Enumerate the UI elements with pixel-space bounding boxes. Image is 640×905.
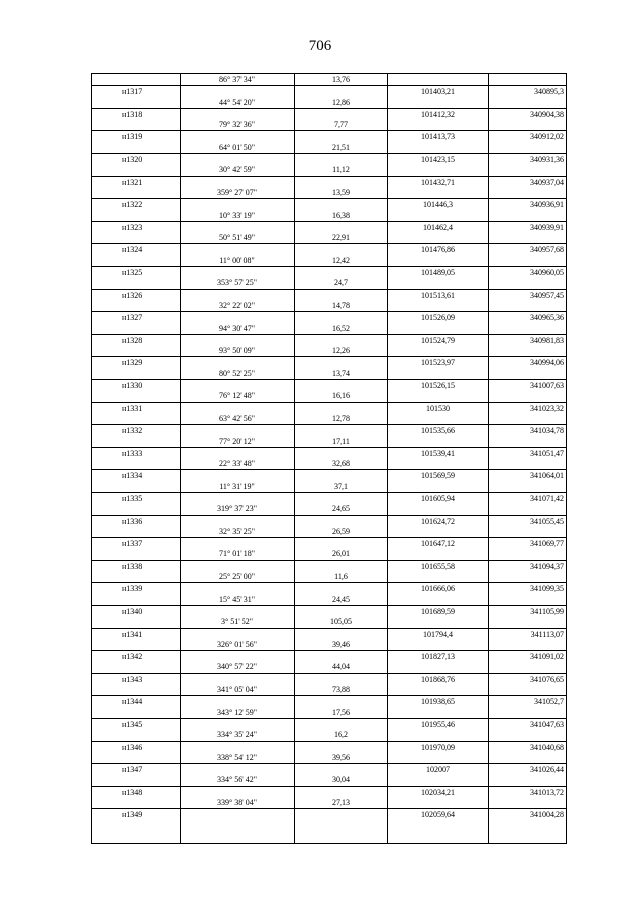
x-coordinate-cell: 101539,41 bbox=[421, 448, 455, 458]
angle-cell: 334° 35' 24" bbox=[217, 730, 257, 740]
angle-cell: 353° 57' 25" bbox=[217, 278, 257, 288]
measure-row bbox=[92, 684, 566, 695]
point-name-cell: н1344 bbox=[122, 697, 143, 707]
angle-cell: 64° 01' 50" bbox=[219, 142, 255, 152]
measure-row bbox=[92, 390, 566, 401]
x-coordinate-cell: 101432,71 bbox=[421, 177, 455, 187]
point-name-cell: н1347 bbox=[122, 765, 143, 775]
y-coordinate-cell: 340939,91 bbox=[530, 222, 564, 232]
angle-cell: 77° 20' 12" bbox=[219, 436, 255, 446]
point-row bbox=[92, 492, 566, 503]
point-name-cell: н1317 bbox=[122, 87, 143, 97]
angle-cell: 340° 57' 22" bbox=[217, 662, 257, 672]
x-coordinate-cell: 101689,59 bbox=[421, 606, 455, 616]
angle-cell: 80° 52' 25" bbox=[219, 368, 255, 378]
x-coordinate-cell: 102059,64 bbox=[421, 810, 455, 820]
point-row bbox=[92, 718, 566, 729]
angle-cell: 15° 45' 31" bbox=[219, 594, 255, 604]
distance-cell: 21,51 bbox=[332, 142, 350, 152]
distance-cell: 32,68 bbox=[332, 459, 350, 469]
point-name-cell: н1323 bbox=[122, 222, 143, 232]
point-name-cell: н1326 bbox=[122, 290, 143, 300]
point-row bbox=[92, 537, 566, 548]
point-row bbox=[92, 130, 566, 141]
x-coordinate-cell: 101955,46 bbox=[421, 719, 455, 729]
y-coordinate-cell: 340904,38 bbox=[530, 109, 564, 119]
x-coordinate-cell: 101526,09 bbox=[421, 313, 455, 323]
x-coordinate-cell: 102034,21 bbox=[421, 787, 455, 797]
measure-row bbox=[92, 300, 566, 311]
point-name-cell: н1334 bbox=[122, 471, 143, 481]
measure-row bbox=[92, 164, 566, 175]
x-coordinate-cell: 101827,13 bbox=[421, 652, 455, 662]
distance-cell: 37,1 bbox=[334, 481, 348, 491]
angle-cell: 334° 56' 42" bbox=[217, 775, 257, 785]
y-coordinate-cell: 341026,44 bbox=[530, 765, 564, 775]
x-coordinate-cell: 101530 bbox=[426, 403, 450, 413]
y-coordinate-cell: 341013,72 bbox=[530, 787, 564, 797]
point-name-cell: н1340 bbox=[122, 606, 143, 616]
point-row bbox=[92, 650, 566, 661]
distance-cell: 105,05 bbox=[330, 617, 352, 627]
point-name-cell: н1322 bbox=[122, 200, 143, 210]
point-row bbox=[92, 334, 566, 345]
point-name-cell: н1342 bbox=[122, 652, 143, 662]
measure-row bbox=[92, 413, 566, 424]
measure-row bbox=[92, 707, 566, 718]
angle-cell: 11° 31' 19" bbox=[219, 481, 255, 491]
x-coordinate-cell: 101794,4 bbox=[423, 629, 453, 639]
measure-row bbox=[92, 481, 566, 492]
y-coordinate-cell: 340936,91 bbox=[530, 200, 564, 210]
y-coordinate-cell: 341099,35 bbox=[530, 584, 564, 594]
y-coordinate-cell: 341076,65 bbox=[530, 674, 564, 684]
distance-cell: 12,86 bbox=[332, 97, 350, 107]
y-coordinate-cell: 340912,02 bbox=[530, 132, 564, 142]
point-name-cell: н1349 bbox=[122, 810, 143, 820]
measure-row bbox=[92, 458, 566, 469]
point-name-cell: н1337 bbox=[122, 539, 143, 549]
x-coordinate-cell: 101413,73 bbox=[421, 132, 455, 142]
point-row bbox=[92, 266, 566, 277]
distance-cell: 44,04 bbox=[332, 662, 350, 672]
measure-row bbox=[92, 571, 566, 582]
x-coordinate-cell: 102007 bbox=[426, 765, 450, 775]
measure-row bbox=[92, 729, 566, 740]
y-coordinate-cell: 340960,05 bbox=[530, 268, 564, 278]
measure-row bbox=[92, 345, 566, 356]
page-number: 706 bbox=[308, 38, 332, 54]
point-name-cell: н1324 bbox=[122, 245, 143, 255]
x-coordinate-cell: 101446,3 bbox=[423, 200, 453, 210]
x-coordinate-cell: 101605,94 bbox=[421, 493, 455, 503]
x-coordinate-cell: 101513,61 bbox=[421, 290, 455, 300]
angle-cell: 326° 01' 56" bbox=[217, 639, 257, 649]
point-row bbox=[92, 108, 566, 119]
distance-cell: 24,7 bbox=[334, 278, 348, 288]
distance-cell: 13,74 bbox=[332, 368, 350, 378]
point-name-cell: н1348 bbox=[122, 787, 143, 797]
angle-cell: 50° 51' 49" bbox=[219, 233, 255, 243]
point-name-cell: н1328 bbox=[122, 335, 143, 345]
angle-cell: 32° 22' 02" bbox=[219, 300, 255, 310]
point-row bbox=[92, 628, 566, 639]
point-name-cell: н1319 bbox=[122, 132, 143, 142]
point-row bbox=[92, 447, 566, 458]
x-coordinate-cell: 101647,12 bbox=[421, 539, 455, 549]
angle-cell: 341° 05' 04" bbox=[217, 685, 257, 695]
y-coordinate-cell: 341051,47 bbox=[530, 448, 564, 458]
measure-row bbox=[92, 594, 566, 605]
angle-cell: 343° 12' 59" bbox=[217, 707, 257, 717]
x-coordinate-cell: 101569,59 bbox=[421, 471, 455, 481]
distance-cell: 27,13 bbox=[332, 798, 350, 807]
distance-cell: 13,59 bbox=[332, 187, 350, 197]
y-coordinate-cell: 341091,02 bbox=[530, 652, 564, 662]
distance-cell: 24,65 bbox=[332, 504, 350, 514]
point-row bbox=[92, 311, 566, 322]
y-coordinate-cell: 341069,77 bbox=[530, 539, 564, 549]
angle-cell: 22° 33' 48" bbox=[219, 459, 255, 469]
y-coordinate-cell: 341047,63 bbox=[530, 719, 564, 729]
y-coordinate-cell: 341040,68 bbox=[530, 742, 564, 752]
measure-row bbox=[92, 774, 566, 785]
angle-cell: 71° 01' 18" bbox=[219, 549, 255, 559]
point-row bbox=[92, 289, 566, 300]
y-coordinate-cell: 341023,32 bbox=[530, 403, 564, 413]
x-coordinate-cell: 101938,65 bbox=[421, 697, 455, 707]
y-coordinate-cell: 340931,36 bbox=[530, 155, 564, 165]
x-coordinate-cell: 101970,09 bbox=[421, 742, 455, 752]
point-name-cell: н1346 bbox=[122, 742, 143, 752]
angle-cell: 10° 33' 19" bbox=[219, 210, 255, 220]
measure-row bbox=[92, 548, 566, 559]
point-name-cell: н1335 bbox=[122, 493, 143, 503]
distance-cell: 11,6 bbox=[334, 572, 348, 582]
measure-row bbox=[92, 526, 566, 537]
y-coordinate-cell: 341034,78 bbox=[530, 426, 564, 436]
table-body bbox=[92, 74, 566, 843]
measure-row bbox=[92, 616, 566, 627]
measure-row bbox=[92, 639, 566, 650]
distance-cell: 26,01 bbox=[332, 549, 350, 559]
point-row bbox=[92, 85, 566, 96]
point-name-cell: н1321 bbox=[122, 177, 143, 187]
point-name-cell: н1331 bbox=[122, 403, 143, 413]
angle-cell: 32° 35' 25" bbox=[219, 526, 255, 536]
y-coordinate-cell: 341071,42 bbox=[530, 493, 564, 503]
point-row bbox=[92, 741, 566, 752]
measure-row bbox=[92, 368, 566, 379]
point-row bbox=[92, 673, 566, 684]
distance-cell: 30,04 bbox=[332, 775, 350, 785]
point-row bbox=[92, 176, 566, 187]
y-coordinate-cell: 341094,37 bbox=[530, 561, 564, 571]
point-name-cell: н1343 bbox=[122, 674, 143, 684]
x-coordinate-cell: 101489,05 bbox=[421, 268, 455, 278]
point-name-cell: н1345 bbox=[122, 719, 143, 729]
distance-cell: 17,11 bbox=[332, 436, 350, 446]
point-row bbox=[92, 605, 566, 616]
point-row bbox=[92, 695, 566, 706]
point-row bbox=[92, 469, 566, 480]
x-coordinate-cell: 101476,86 bbox=[421, 245, 455, 255]
measure-row bbox=[92, 142, 566, 153]
point-row bbox=[92, 515, 566, 526]
angle-cell: 359° 27' 07" bbox=[217, 187, 257, 197]
angle-cell: 63° 42' 56" bbox=[219, 413, 255, 423]
angle-cell: 3° 51' 52" bbox=[221, 617, 253, 627]
point-name-cell: н1320 bbox=[122, 155, 143, 165]
distance-cell: 16,52 bbox=[332, 323, 350, 333]
angle-cell: 338° 54' 12" bbox=[217, 752, 257, 762]
point-row bbox=[92, 560, 566, 571]
x-coordinate-cell: 101423,15 bbox=[421, 155, 455, 165]
angle-cell: 11° 00' 08" bbox=[219, 255, 255, 265]
y-coordinate-cell: 341113,07 bbox=[530, 629, 564, 639]
x-coordinate-cell: 101412,32 bbox=[421, 109, 455, 119]
point-row bbox=[92, 808, 566, 819]
x-coordinate-cell: 101526,15 bbox=[421, 381, 455, 391]
distance-cell: 73,88 bbox=[332, 685, 350, 695]
y-coordinate-cell: 340994,06 bbox=[530, 358, 564, 368]
y-coordinate-cell: 341105,99 bbox=[530, 606, 564, 616]
point-row bbox=[92, 379, 566, 390]
y-coordinate-cell: 340895,3 bbox=[534, 87, 564, 97]
angle-cell: 30° 42' 59" bbox=[219, 165, 255, 175]
distance-cell: 22,91 bbox=[332, 233, 350, 243]
measure-row bbox=[92, 255, 566, 266]
measure-row bbox=[92, 436, 566, 447]
measure-row bbox=[92, 503, 566, 514]
distance-cell: 17,56 bbox=[332, 707, 350, 717]
angle-cell: 76° 12' 48" bbox=[219, 391, 255, 401]
distance-cell: 16,38 bbox=[332, 210, 350, 220]
angle-cell: 25° 25' 00" bbox=[219, 572, 255, 582]
measure-row bbox=[92, 210, 566, 221]
distance-cell: 16,16 bbox=[332, 391, 350, 401]
point-row bbox=[92, 763, 566, 774]
y-coordinate-cell: 341004,28 bbox=[530, 810, 564, 820]
y-coordinate-cell: 341007,63 bbox=[530, 381, 564, 391]
x-coordinate-cell: 101524,79 bbox=[421, 335, 455, 345]
point-name-cell: н1318 bbox=[122, 109, 143, 119]
measure-row bbox=[92, 797, 566, 808]
point-row bbox=[92, 786, 566, 797]
point-row bbox=[92, 424, 566, 435]
angle-cell: 86° 37' 34" bbox=[219, 75, 255, 84]
distance-cell: 11,12 bbox=[332, 165, 350, 175]
distance-cell: 13,76 bbox=[332, 75, 350, 84]
distance-cell: 39,56 bbox=[332, 752, 350, 762]
x-coordinate-cell: 101535,66 bbox=[421, 426, 455, 436]
measure-row bbox=[92, 661, 566, 672]
point-name-cell: н1327 bbox=[122, 313, 143, 323]
point-name-cell: н1330 bbox=[122, 381, 143, 391]
y-coordinate-cell: 340957,68 bbox=[530, 245, 564, 255]
x-coordinate-cell: 101523,97 bbox=[421, 358, 455, 368]
y-coordinate-cell: 341064,01 bbox=[530, 471, 564, 481]
distance-cell: 26,59 bbox=[332, 526, 350, 536]
point-row bbox=[92, 582, 566, 593]
point-row bbox=[92, 198, 566, 209]
point-row bbox=[92, 153, 566, 164]
point-row bbox=[92, 356, 566, 367]
point-row bbox=[92, 402, 566, 413]
y-coordinate-cell: 340957,45 bbox=[530, 290, 564, 300]
point-name-cell: н1329 bbox=[122, 358, 143, 368]
point-name-cell: н1339 bbox=[122, 584, 143, 594]
point-name-cell: н1336 bbox=[122, 516, 143, 526]
measure-row bbox=[92, 232, 566, 243]
point-name-cell: н1325 bbox=[122, 268, 143, 278]
distance-cell: 12,26 bbox=[332, 346, 350, 356]
distance-cell: 12,78 bbox=[332, 413, 350, 423]
angle-cell: 339° 38' 04" bbox=[217, 798, 257, 807]
x-coordinate-cell: 101462,4 bbox=[423, 222, 453, 232]
measure-row bbox=[92, 752, 566, 763]
y-coordinate-cell: 340981,83 bbox=[530, 335, 564, 345]
y-coordinate-cell: 341055,45 bbox=[530, 516, 564, 526]
measure-row bbox=[92, 97, 566, 108]
x-coordinate-cell: 101655,58 bbox=[421, 561, 455, 571]
point-name-cell: н1338 bbox=[122, 561, 143, 571]
measure-row bbox=[92, 187, 566, 198]
distance-cell: 39,46 bbox=[332, 639, 350, 649]
y-coordinate-cell: 341052,7 bbox=[534, 697, 564, 707]
distance-cell: 16,2 bbox=[334, 730, 348, 740]
point-name-cell: н1341 bbox=[122, 629, 143, 639]
angle-cell: 94° 30' 47" bbox=[219, 323, 255, 333]
angle-cell: 44° 54' 20" bbox=[219, 97, 255, 107]
point-name-cell: н1333 bbox=[122, 448, 143, 458]
coordinates-table bbox=[91, 73, 567, 844]
angle-cell: 79° 32' 36" bbox=[219, 120, 255, 130]
point-row bbox=[92, 221, 566, 232]
distance-cell: 12,42 bbox=[332, 255, 350, 265]
y-coordinate-cell: 340965,36 bbox=[530, 313, 564, 323]
distance-cell: 24,45 bbox=[332, 594, 350, 604]
measure-row bbox=[92, 277, 566, 288]
point-name-cell: н1332 bbox=[122, 426, 143, 436]
measure-row bbox=[92, 74, 566, 85]
measure-row bbox=[92, 323, 566, 334]
angle-cell: 319° 37' 23" bbox=[217, 504, 257, 514]
x-coordinate-cell: 101666,06 bbox=[421, 584, 455, 594]
y-coordinate-cell: 340937,04 bbox=[530, 177, 564, 187]
x-coordinate-cell: 101868,76 bbox=[421, 674, 455, 684]
point-row bbox=[92, 243, 566, 254]
x-coordinate-cell: 101624,72 bbox=[421, 516, 455, 526]
x-coordinate-cell: 101403,21 bbox=[421, 87, 455, 97]
angle-cell: 93° 50' 09" bbox=[219, 346, 255, 356]
distance-cell: 14,78 bbox=[332, 300, 350, 310]
distance-cell: 7,77 bbox=[334, 120, 348, 130]
measure-row bbox=[92, 119, 566, 130]
